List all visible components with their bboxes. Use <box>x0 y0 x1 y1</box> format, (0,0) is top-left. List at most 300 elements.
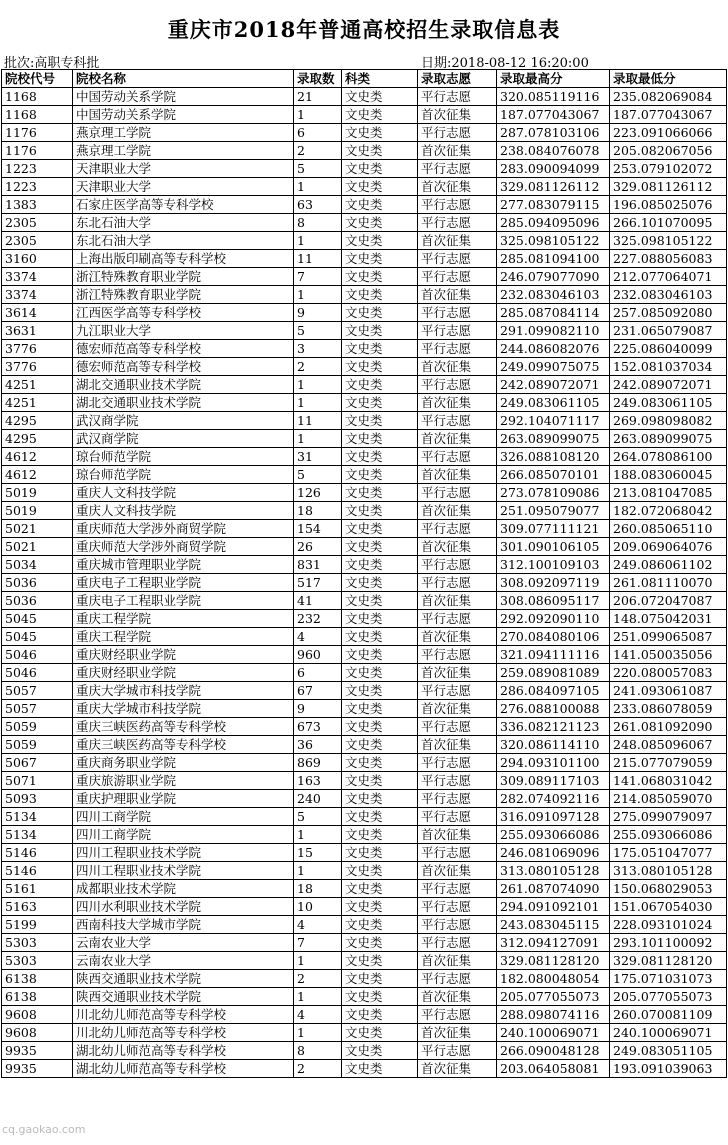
cell-max-score: 320.085119116 <box>497 88 610 106</box>
cell-min-score: 225.086040099 <box>610 340 727 358</box>
table-row <box>2 934 727 952</box>
cell-school-code: 5134 <box>2 826 73 844</box>
cell-choice: 平行志愿 <box>418 556 497 574</box>
cell-subject: 文史类 <box>342 934 418 952</box>
cell-max-score: 301.090106105 <box>497 538 610 556</box>
cell-min-score: 228.093101024 <box>610 916 727 934</box>
cell-min-score: 188.083060045 <box>610 466 727 484</box>
cell-max-score: 242.089072071 <box>497 376 610 394</box>
cell-school-code: 5019 <box>2 484 73 502</box>
cell-choice: 平行志愿 <box>418 682 497 700</box>
cell-admit-count: 9 <box>294 304 342 322</box>
cell-school-code: 6138 <box>2 988 73 1006</box>
cell-max-score: 312.094127091 <box>497 934 610 952</box>
cell-choice: 平行志愿 <box>418 88 497 106</box>
cell-max-score: 232.083046103 <box>497 286 610 304</box>
cell-subject: 文史类 <box>342 430 418 448</box>
table-row <box>2 754 727 772</box>
cell-school-name: 四川水利职业技术学院 <box>73 898 294 916</box>
cell-school-code: 5057 <box>2 682 73 700</box>
cell-subject: 文史类 <box>342 646 418 664</box>
cell-school-code: 5036 <box>2 592 73 610</box>
cell-min-score: 209.069064076 <box>610 538 727 556</box>
cell-max-score: 309.089117103 <box>497 772 610 790</box>
cell-max-score: 325.098105122 <box>497 232 610 250</box>
cell-admit-count: 2 <box>294 970 342 988</box>
cell-min-score: 242.089072071 <box>610 376 727 394</box>
cell-school-name: 重庆城市管理职业学院 <box>73 556 294 574</box>
cell-school-name: 陕西交通职业技术学院 <box>73 988 294 1006</box>
table-row <box>2 970 727 988</box>
cell-subject: 文史类 <box>342 268 418 286</box>
cell-max-score: 294.091092101 <box>497 898 610 916</box>
cell-min-score: 255.093066086 <box>610 826 727 844</box>
cell-school-code: 5046 <box>2 664 73 682</box>
cell-subject: 文史类 <box>342 808 418 826</box>
cell-school-name: 重庆财经职业学院 <box>73 646 294 664</box>
table-row <box>2 196 727 214</box>
header-subject: 科类 <box>342 70 418 88</box>
table-row <box>2 862 727 880</box>
cell-min-score: 196.085025076 <box>610 196 727 214</box>
cell-max-score: 320.086114110 <box>497 736 610 754</box>
cell-admit-count: 1 <box>294 1024 342 1042</box>
table-row <box>2 880 727 898</box>
table-row <box>2 988 727 1006</box>
cell-choice: 首次征集 <box>418 700 497 718</box>
cell-school-code: 5146 <box>2 844 73 862</box>
cell-school-name: 成都职业技术学院 <box>73 880 294 898</box>
cell-admit-count: 7 <box>294 934 342 952</box>
cell-school-name: 德宏师范高等专科学校 <box>73 340 294 358</box>
cell-max-score: 240.100069071 <box>497 1024 610 1042</box>
cell-subject: 文史类 <box>342 448 418 466</box>
cell-school-name: 西南科技大学城市学院 <box>73 916 294 934</box>
cell-school-name: 重庆三峡医药高等专科学校 <box>73 718 294 736</box>
cell-school-code: 9935 <box>2 1060 73 1078</box>
cell-subject: 文史类 <box>342 916 418 934</box>
cell-choice: 平行志愿 <box>418 772 497 790</box>
cell-max-score: 287.078103106 <box>497 124 610 142</box>
cell-max-score: 246.081069096 <box>497 844 610 862</box>
cell-min-score: 227.088056083 <box>610 250 727 268</box>
cell-school-code: 1223 <box>2 178 73 196</box>
table-row <box>2 952 727 970</box>
cell-school-name: 江西医学高等专科学校 <box>73 304 294 322</box>
cell-min-score: 240.100069071 <box>610 1024 727 1042</box>
cell-choice: 首次征集 <box>418 592 497 610</box>
table-row <box>2 898 727 916</box>
cell-school-code: 5303 <box>2 934 73 952</box>
cell-min-score: 214.085059070 <box>610 790 727 808</box>
table-row <box>2 772 727 790</box>
table-body <box>2 88 727 1078</box>
cell-choice: 平行志愿 <box>418 160 497 178</box>
cell-choice: 首次征集 <box>418 178 497 196</box>
cell-school-name: 燕京理工学院 <box>73 124 294 142</box>
cell-school-code: 1223 <box>2 160 73 178</box>
cell-choice: 首次征集 <box>418 862 497 880</box>
cell-admit-count: 1 <box>294 286 342 304</box>
cell-school-code: 3374 <box>2 268 73 286</box>
cell-admit-count: 21 <box>294 88 342 106</box>
cell-school-code: 3160 <box>2 250 73 268</box>
cell-school-name: 四川工商学院 <box>73 826 294 844</box>
table-row <box>2 412 727 430</box>
cell-min-score: 175.051047077 <box>610 844 727 862</box>
cell-subject: 文史类 <box>342 106 418 124</box>
cell-school-code: 5021 <box>2 520 73 538</box>
cell-min-score: 193.091039063 <box>610 1060 727 1078</box>
cell-school-name: 琼台师范学院 <box>73 448 294 466</box>
cell-school-code: 5134 <box>2 808 73 826</box>
table-row <box>2 268 727 286</box>
cell-min-score: 187.077043067 <box>610 106 727 124</box>
cell-choice: 平行志愿 <box>418 610 497 628</box>
cell-subject: 文史类 <box>342 862 418 880</box>
cell-school-code: 5199 <box>2 916 73 934</box>
batch-label: 批次:高职专科批 <box>4 56 100 71</box>
cell-admit-count: 6 <box>294 664 342 682</box>
cell-subject: 文史类 <box>342 538 418 556</box>
cell-max-score: 309.077111121 <box>497 520 610 538</box>
cell-school-code: 5163 <box>2 898 73 916</box>
cell-subject: 文史类 <box>342 178 418 196</box>
cell-choice: 平行志愿 <box>418 124 497 142</box>
table-row <box>2 160 727 178</box>
cell-choice: 首次征集 <box>418 538 497 556</box>
cell-choice: 平行志愿 <box>418 376 497 394</box>
cell-school-name: 浙江特殊教育职业学院 <box>73 268 294 286</box>
cell-school-name: 川北幼儿师范高等专科学校 <box>73 1024 294 1042</box>
cell-max-score: 249.099075075 <box>497 358 610 376</box>
cell-school-name: 武汉商学院 <box>73 430 294 448</box>
cell-subject: 文史类 <box>342 718 418 736</box>
table-row <box>2 124 727 142</box>
cell-subject: 文史类 <box>342 340 418 358</box>
cell-school-code: 6138 <box>2 970 73 988</box>
cell-subject: 文史类 <box>342 736 418 754</box>
cell-min-score: 232.083046103 <box>610 286 727 304</box>
table-row <box>2 610 727 628</box>
cell-admit-count: 15 <box>294 844 342 862</box>
cell-max-score: 251.095079077 <box>497 502 610 520</box>
cell-choice: 平行志愿 <box>418 934 497 952</box>
cell-school-name: 琼台师范学院 <box>73 466 294 484</box>
cell-subject: 文史类 <box>342 88 418 106</box>
cell-max-score: 312.100109103 <box>497 556 610 574</box>
cell-school-code: 2305 <box>2 214 73 232</box>
cell-admit-count: 26 <box>294 538 342 556</box>
cell-subject: 文史类 <box>342 754 418 772</box>
cell-subject: 文史类 <box>342 286 418 304</box>
cell-choice: 首次征集 <box>418 466 497 484</box>
cell-max-score: 285.087084114 <box>497 304 610 322</box>
cell-max-score: 329.081128120 <box>497 952 610 970</box>
cell-subject: 文史类 <box>342 142 418 160</box>
table-row <box>2 556 727 574</box>
cell-max-score: 321.094111116 <box>497 646 610 664</box>
cell-subject: 文史类 <box>342 898 418 916</box>
cell-subject: 文史类 <box>342 772 418 790</box>
table-row <box>2 376 727 394</box>
cell-choice: 平行志愿 <box>418 844 497 862</box>
table-row <box>2 250 727 268</box>
table-row <box>2 1006 727 1024</box>
cell-max-score: 182.080048054 <box>497 970 610 988</box>
cell-school-code: 5045 <box>2 628 73 646</box>
cell-admit-count: 9 <box>294 700 342 718</box>
cell-min-score: 313.080105128 <box>610 862 727 880</box>
cell-subject: 文史类 <box>342 628 418 646</box>
cell-choice: 首次征集 <box>418 826 497 844</box>
cell-admit-count: 2 <box>294 142 342 160</box>
cell-min-score: 241.093061087 <box>610 682 727 700</box>
cell-school-code: 5059 <box>2 718 73 736</box>
table-row <box>2 700 727 718</box>
cell-max-score: 282.074092116 <box>497 790 610 808</box>
cell-school-name: 中国劳动关系学院 <box>73 106 294 124</box>
table-row <box>2 844 727 862</box>
cell-admit-count: 1 <box>294 394 342 412</box>
date-label: 日期:2018-08-12 16:20:00 <box>421 56 589 71</box>
cell-admit-count: 4 <box>294 1006 342 1024</box>
cell-max-score: 286.084097105 <box>497 682 610 700</box>
cell-choice: 首次征集 <box>418 988 497 1006</box>
cell-choice: 平行志愿 <box>418 916 497 934</box>
table-row <box>2 232 727 250</box>
cell-min-score: 253.079102072 <box>610 160 727 178</box>
cell-school-name: 武汉商学院 <box>73 412 294 430</box>
cell-subject: 文史类 <box>342 412 418 430</box>
cell-min-score: 249.083051105 <box>610 1042 727 1060</box>
cell-choice: 首次征集 <box>418 394 497 412</box>
cell-min-score: 205.082067056 <box>610 142 727 160</box>
cell-school-name: 湖北交通职业技术学院 <box>73 394 294 412</box>
cell-admit-count: 4 <box>294 628 342 646</box>
cell-subject: 文史类 <box>342 196 418 214</box>
cell-min-score: 151.067054030 <box>610 898 727 916</box>
cell-choice: 平行志愿 <box>418 808 497 826</box>
cell-school-code: 4251 <box>2 376 73 394</box>
cell-choice: 平行志愿 <box>418 448 497 466</box>
table-row <box>2 484 727 502</box>
cell-min-score: 275.099079097 <box>610 808 727 826</box>
cell-school-code: 3776 <box>2 340 73 358</box>
cell-max-score: 259.089081089 <box>497 664 610 682</box>
table-row <box>2 1042 727 1060</box>
cell-school-name: 湖北幼儿师范高等专科学校 <box>73 1060 294 1078</box>
cell-min-score: 150.068029053 <box>610 880 727 898</box>
table-row <box>2 1060 727 1078</box>
cell-school-name: 云南农业大学 <box>73 952 294 970</box>
cell-school-code: 5161 <box>2 880 73 898</box>
cell-school-code: 4612 <box>2 466 73 484</box>
cell-subject: 文史类 <box>342 214 418 232</box>
cell-admit-count: 3 <box>294 340 342 358</box>
cell-school-code: 3631 <box>2 322 73 340</box>
cell-school-name: 东北石油大学 <box>73 232 294 250</box>
cell-school-code: 3614 <box>2 304 73 322</box>
cell-subject: 文史类 <box>342 484 418 502</box>
cell-min-score: 141.050035056 <box>610 646 727 664</box>
table-header-row <box>2 70 727 88</box>
cell-admit-count: 11 <box>294 250 342 268</box>
cell-admit-count: 831 <box>294 556 342 574</box>
cell-admit-count: 240 <box>294 790 342 808</box>
cell-school-name: 天津职业大学 <box>73 178 294 196</box>
cell-max-score: 266.085070101 <box>497 466 610 484</box>
cell-max-score: 283.090094099 <box>497 160 610 178</box>
cell-choice: 平行志愿 <box>418 196 497 214</box>
cell-school-name: 东北石油大学 <box>73 214 294 232</box>
cell-max-score: 261.087074090 <box>497 880 610 898</box>
cell-admit-count: 154 <box>294 520 342 538</box>
cell-min-score: 182.072068042 <box>610 502 727 520</box>
cell-max-score: 326.088108120 <box>497 448 610 466</box>
cell-max-score: 294.093101100 <box>497 754 610 772</box>
cell-school-name: 四川工商学院 <box>73 808 294 826</box>
cell-admit-count: 1 <box>294 178 342 196</box>
cell-admit-count: 18 <box>294 880 342 898</box>
table-row <box>2 592 727 610</box>
cell-admit-count: 6 <box>294 124 342 142</box>
cell-subject: 文史类 <box>342 232 418 250</box>
cell-max-score: 263.089099075 <box>497 430 610 448</box>
cell-school-code: 5071 <box>2 772 73 790</box>
cell-min-score: 233.086078059 <box>610 700 727 718</box>
header-max-score: 录取最高分 <box>497 70 610 88</box>
cell-admit-count: 2 <box>294 358 342 376</box>
table-row <box>2 628 727 646</box>
cell-school-name: 湖北幼儿师范高等专科学校 <box>73 1042 294 1060</box>
table-row <box>2 808 727 826</box>
cell-min-score: 231.065079087 <box>610 322 727 340</box>
cell-min-score: 269.098098082 <box>610 412 727 430</box>
cell-choice: 首次征集 <box>418 286 497 304</box>
cell-subject: 文史类 <box>342 610 418 628</box>
cell-min-score: 248.085096067 <box>610 736 727 754</box>
cell-choice: 首次征集 <box>418 142 497 160</box>
header-choice: 录取志愿 <box>418 70 497 88</box>
cell-school-code: 5045 <box>2 610 73 628</box>
cell-school-code: 2305 <box>2 232 73 250</box>
cell-max-score: 205.077055073 <box>497 988 610 1006</box>
cell-school-code: 5021 <box>2 538 73 556</box>
cell-max-score: 308.086095117 <box>497 592 610 610</box>
cell-choice: 平行志愿 <box>418 520 497 538</box>
cell-max-score: 336.082121123 <box>497 718 610 736</box>
cell-subject: 文史类 <box>342 844 418 862</box>
cell-subject: 文史类 <box>342 1006 418 1024</box>
cell-min-score: 141.068031042 <box>610 772 727 790</box>
cell-admit-count: 1 <box>294 988 342 1006</box>
cell-school-code: 5067 <box>2 754 73 772</box>
cell-subject: 文史类 <box>342 574 418 592</box>
cell-choice: 首次征集 <box>418 664 497 682</box>
cell-school-name: 石家庄医学高等专科学校 <box>73 196 294 214</box>
cell-subject: 文史类 <box>342 988 418 1006</box>
cell-max-score: 266.090048128 <box>497 1042 610 1060</box>
table-row <box>2 790 727 808</box>
cell-subject: 文史类 <box>342 124 418 142</box>
cell-choice: 平行志愿 <box>418 790 497 808</box>
cell-min-score: 251.099065087 <box>610 628 727 646</box>
cell-min-score: 235.082069084 <box>610 88 727 106</box>
cell-school-name: 重庆师范大学涉外商贸学院 <box>73 538 294 556</box>
cell-min-score: 260.085065110 <box>610 520 727 538</box>
cell-subject: 文史类 <box>342 880 418 898</box>
table-row <box>2 322 727 340</box>
cell-subject: 文史类 <box>342 394 418 412</box>
cell-subject: 文史类 <box>342 250 418 268</box>
cell-school-code: 1168 <box>2 88 73 106</box>
cell-subject: 文史类 <box>342 1042 418 1060</box>
cell-choice: 首次征集 <box>418 358 497 376</box>
cell-school-code: 5057 <box>2 700 73 718</box>
table-row <box>2 826 727 844</box>
cell-school-name: 中国劳动关系学院 <box>73 88 294 106</box>
cell-school-name: 重庆护理职业学院 <box>73 790 294 808</box>
page-title: 重庆市2018年普通高校招生录取信息表 <box>167 17 561 42</box>
cell-subject: 文史类 <box>342 790 418 808</box>
cell-max-score: 292.092090110 <box>497 610 610 628</box>
cell-choice: 首次征集 <box>418 430 497 448</box>
cell-school-code: 1168 <box>2 106 73 124</box>
cell-school-name: 云南农业大学 <box>73 934 294 952</box>
table-row <box>2 538 727 556</box>
cell-school-name: 重庆旅游职业学院 <box>73 772 294 790</box>
cell-subject: 文史类 <box>342 556 418 574</box>
cell-school-name: 上海出版印刷高等专科学校 <box>73 250 294 268</box>
header-school-code: 院校代号 <box>2 70 73 88</box>
cell-school-name: 重庆三峡医药高等专科学校 <box>73 736 294 754</box>
admission-table <box>1 69 727 1078</box>
cell-choice: 平行志愿 <box>418 880 497 898</box>
cell-choice: 平行志愿 <box>418 1042 497 1060</box>
cell-choice: 首次征集 <box>418 1060 497 1078</box>
cell-min-score: 264.078086100 <box>610 448 727 466</box>
cell-subject: 文史类 <box>342 520 418 538</box>
cell-admit-count: 960 <box>294 646 342 664</box>
cell-choice: 平行志愿 <box>418 340 497 358</box>
header-admit-count: 录取数 <box>294 70 342 88</box>
cell-subject: 文史类 <box>342 682 418 700</box>
cell-subject: 文史类 <box>342 826 418 844</box>
table-row <box>2 88 727 106</box>
cell-choice: 平行志愿 <box>418 214 497 232</box>
table-row <box>2 448 727 466</box>
cell-choice: 首次征集 <box>418 952 497 970</box>
cell-choice: 首次征集 <box>418 106 497 124</box>
cell-school-name: 四川工程职业技术学院 <box>73 862 294 880</box>
cell-school-name: 重庆电子工程职业学院 <box>73 574 294 592</box>
cell-choice: 平行志愿 <box>418 250 497 268</box>
cell-choice: 首次征集 <box>418 502 497 520</box>
cell-admit-count: 232 <box>294 610 342 628</box>
cell-max-score: 270.084080106 <box>497 628 610 646</box>
cell-subject: 文史类 <box>342 700 418 718</box>
cell-school-name: 川北幼儿师范高等专科学校 <box>73 1006 294 1024</box>
cell-max-score: 246.079077090 <box>497 268 610 286</box>
cell-school-name: 陕西交通职业技术学院 <box>73 970 294 988</box>
cell-min-score: 205.077055073 <box>610 988 727 1006</box>
table-row <box>2 142 727 160</box>
cell-choice: 平行志愿 <box>418 646 497 664</box>
cell-school-code: 4612 <box>2 448 73 466</box>
cell-max-score: 203.064058081 <box>497 1060 610 1078</box>
cell-school-name: 九江职业大学 <box>73 322 294 340</box>
